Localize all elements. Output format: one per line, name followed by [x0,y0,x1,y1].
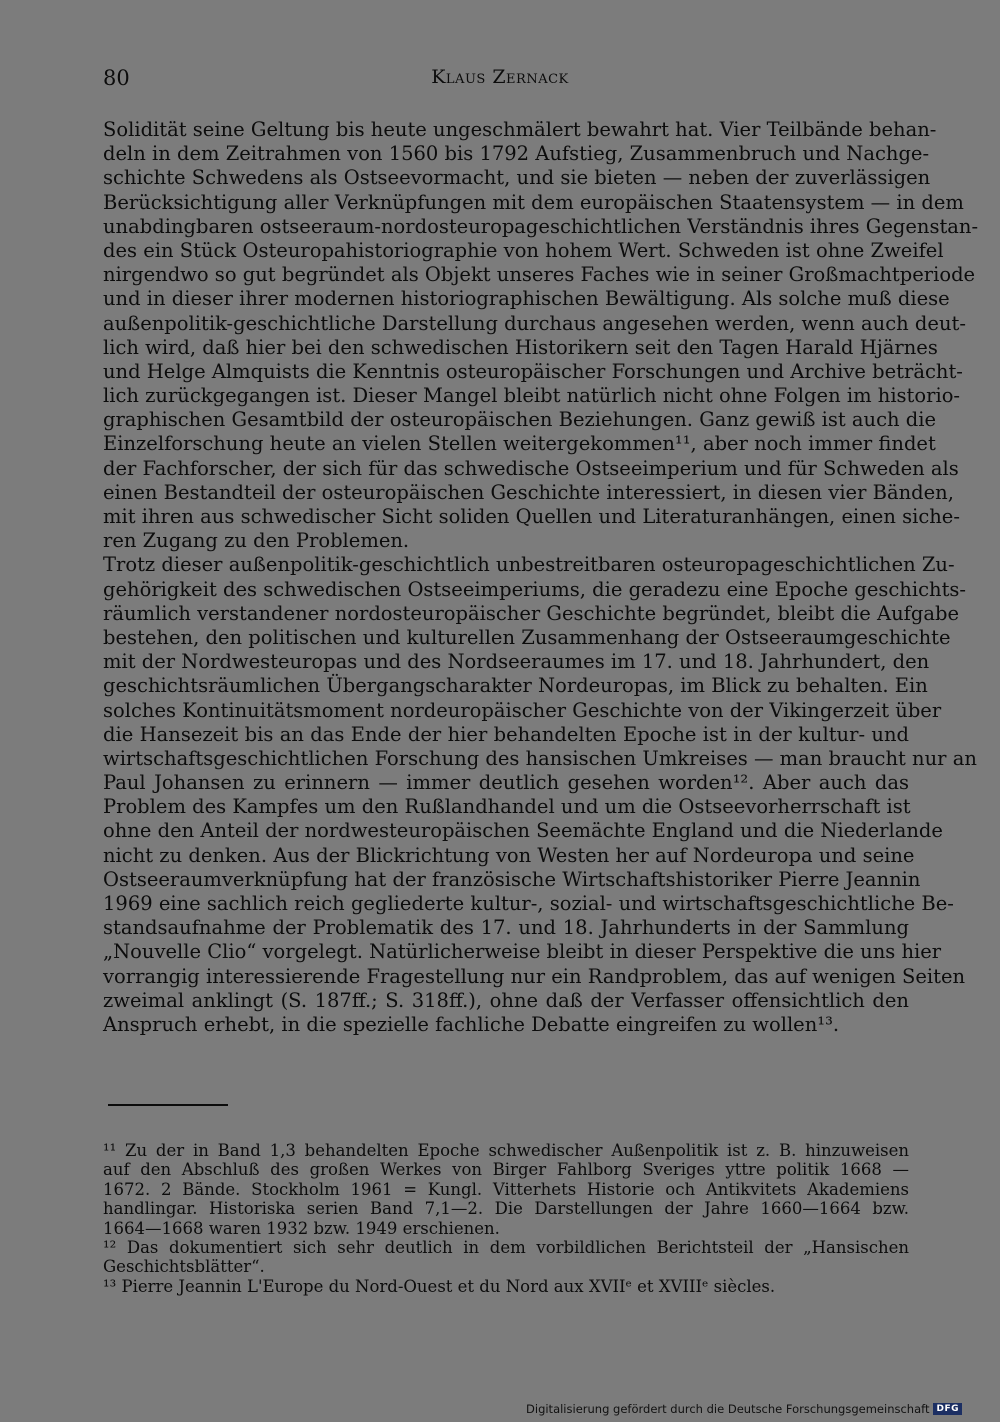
credit-text: Digitalisierung gefördert durch die Deutsche Forschungsgemeinschaft [526,1402,930,1416]
body-line: Ostseeraumverknüpfung hat der französische Wirtschaftshistoriker Pierre Jeannin [103,867,921,891]
body-line: Berücksichtigung aller Verknüpfungen mit dem europäischen Staatensystem — in dem [103,190,964,214]
body-line: graphischen Gesamtbild der osteuropäischen Beziehungen. Ganz gewiß ist auch die [103,408,937,432]
footnote-line: Geschichtsblätter“. [103,1257,265,1277]
footnote-line: 1672. 2 Bände. Stockholm 1961 = Kungl. Vitterhets Historie och Antikvitets Akademiens [103,1179,909,1199]
footnote-divider [108,1104,228,1106]
page-number: 80 [103,66,130,90]
body-line: Paul Johansen zu erinnern — immer deutlich gesehen worden¹². Aber auch das [103,771,909,795]
footnote-line: auf den Abschluß des großen Werkes von Birger Fahlborg Sveriges yttre politik 1668 — [103,1160,909,1180]
body-text [103,118,979,1037]
body-line: nicht zu denken. Aus der Blickrichtung von Westen her auf Nordeuropa und seine [103,843,915,867]
body-line: lich wird, daß hier bei den schwedischen Historikern seit den Tagen Harald Hjärnes [103,335,938,359]
body-line: bestehen, den politischen und kulturellen Zusammenhang der Ostseeraumgeschichte [103,625,951,649]
running-head: Klaus Zernack [431,66,569,88]
footnote-line: ¹² Das dokumentiert sich sehr deutlich in dem vorbildlichen Berichtsteil der „Hansischen [103,1237,909,1257]
body-line: Problem des Kampfes um den Rußlandhandel und um die Ostseevorherrschaft ist [103,795,911,819]
body-line: schichte Schwedens als Ostseevormacht, und sie bieten — neben der zuverlässigen [103,166,931,190]
digitization-credit [526,1402,962,1416]
body-line: ren Zugang zu den Problemen. [103,529,410,553]
footnote-line: handlingar. Historiska serien Band 7,1—2. Die Darstellungen der Jahre 1660—1664 bzw. [103,1199,909,1219]
body-line: Solidität seine Geltung bis heute ungeschmälert bewahrt hat. Vier Teilbände behan- [103,118,937,141]
footnote-line: ¹¹ Zu der in Band 1,3 behandelten Epoche schwedischer Außenpolitik ist z. B. hinzuweisen [103,1141,909,1160]
footnote-line: ¹³ Pierre Jeannin L'Europe du Nord-Ouest et du Nord aux XVIIᵉ et XVIIIᵉ siècles. [103,1276,776,1296]
body-line: nirgendwo so gut begründet als Objekt unseres Faches wie in seiner Großmachtperiode [103,263,976,287]
body-line: Einzelforschung heute an vielen Stellen weitergekommen¹¹, aber noch immer findet [103,432,936,456]
body-line: Trotz dieser außenpolitik-geschichtlich unbestreitbaren osteuropageschichtlichen Zu- [103,553,955,577]
body-line: geschichtsräumlichen Übergangscharakter Nordeuropas, im Blick zu behalten. Ein [103,674,928,698]
body-line: 1969 eine sachlich reich gegliederte kultur-, sozial- und wirtschaftsgeschichtliche Be- [103,892,954,915]
body-line: ohne den Anteil der nordwesteuropäischen Seemächte England und die Niederlande [103,819,943,843]
body-line: Anspruch erhebt, in die spezielle fachliche Debatte eingreifen zu wollen¹³. [103,1012,840,1036]
body-line: zweimal anklingt (S. 187ff.; S. 318ff.), ohne daß der Verfasser offensichtlich den [103,988,909,1012]
body-line: unabdingbaren ostseeraum-nordosteuropageschichtlichen Verständnis ihres Gegenstan- [103,214,979,238]
body-line: des ein Stück Osteuropahistoriographie von hohem Wert. Schweden ist ohne Zweifel [103,238,944,262]
body-line: mit ihren aus schwedischer Sicht soliden Quellen und Literaturanhängen, einen siche- [103,505,960,528]
footnotes [103,1141,909,1296]
body-line: standsaufnahme der Problematik des 17. und 18. Jahrhunderts in der Sammlung [103,916,909,940]
body-line: vorrangig interessierende Fragestellung nur ein Randproblem, das auf wenigen Seiten [103,964,966,988]
body-line: solches Kontinuitätsmoment nordeuropäischer Geschichte von der Vikingerzeit über [103,698,942,722]
body-line: mit der Nordwesteuropas und des Nordseeraumes im 17. und 18. Jahrhundert, den [103,650,930,674]
dfg-logo: DFG [933,1403,962,1415]
body-line: außenpolitik-geschichtliche Darstellung durchaus angesehen werden, wenn auch deut- [103,311,966,335]
body-line: „Nouvelle Clio“ vorgelegt. Natürlicherweise bleibt in dieser Perspektive die uns hier [103,940,942,964]
body-line: einen Bestandteil der osteuropäischen Geschichte interessiert, in diesen vier Bänden, [103,480,954,504]
body-line: lich zurückgegangen ist. Dieser Mangel bleibt natürlich nicht ohne Folgen im historio- [103,384,961,408]
body-line: die Hansezeit bis an das Ende der hier behandelten Epoche ist in der kultur- und [103,722,909,746]
body-line: und Helge Almquists die Kenntnis osteuropäischer Forschungen und Archive beträcht- [103,359,963,383]
body-line: und in dieser ihrer modernen historiographischen Bewältigung. Als solche muß diese [103,287,950,311]
body-line: deln in dem Zeitrahmen von 1560 bis 1792 Aufstieg, Zusammenbruch und Nachge- [103,142,930,166]
body-line: räumlich verstandener nordosteuropäischer Geschichte begründet, bleibt die Aufgabe [103,601,959,625]
body-line: der Fachforscher, der sich für das schwedische Ostseeimperium und für Schweden als [103,456,959,480]
body-line: gehörigkeit des schwedischen Ostseeimperiums, die geradezu eine Epoche geschichts- [103,577,967,601]
footnote-line: 1664—1668 waren 1932 bzw. 1949 erschienen. [103,1218,500,1238]
body-line: wirtschaftsgeschichtlichen Forschung des hansischen Umkreises — man braucht nur an [103,746,977,770]
